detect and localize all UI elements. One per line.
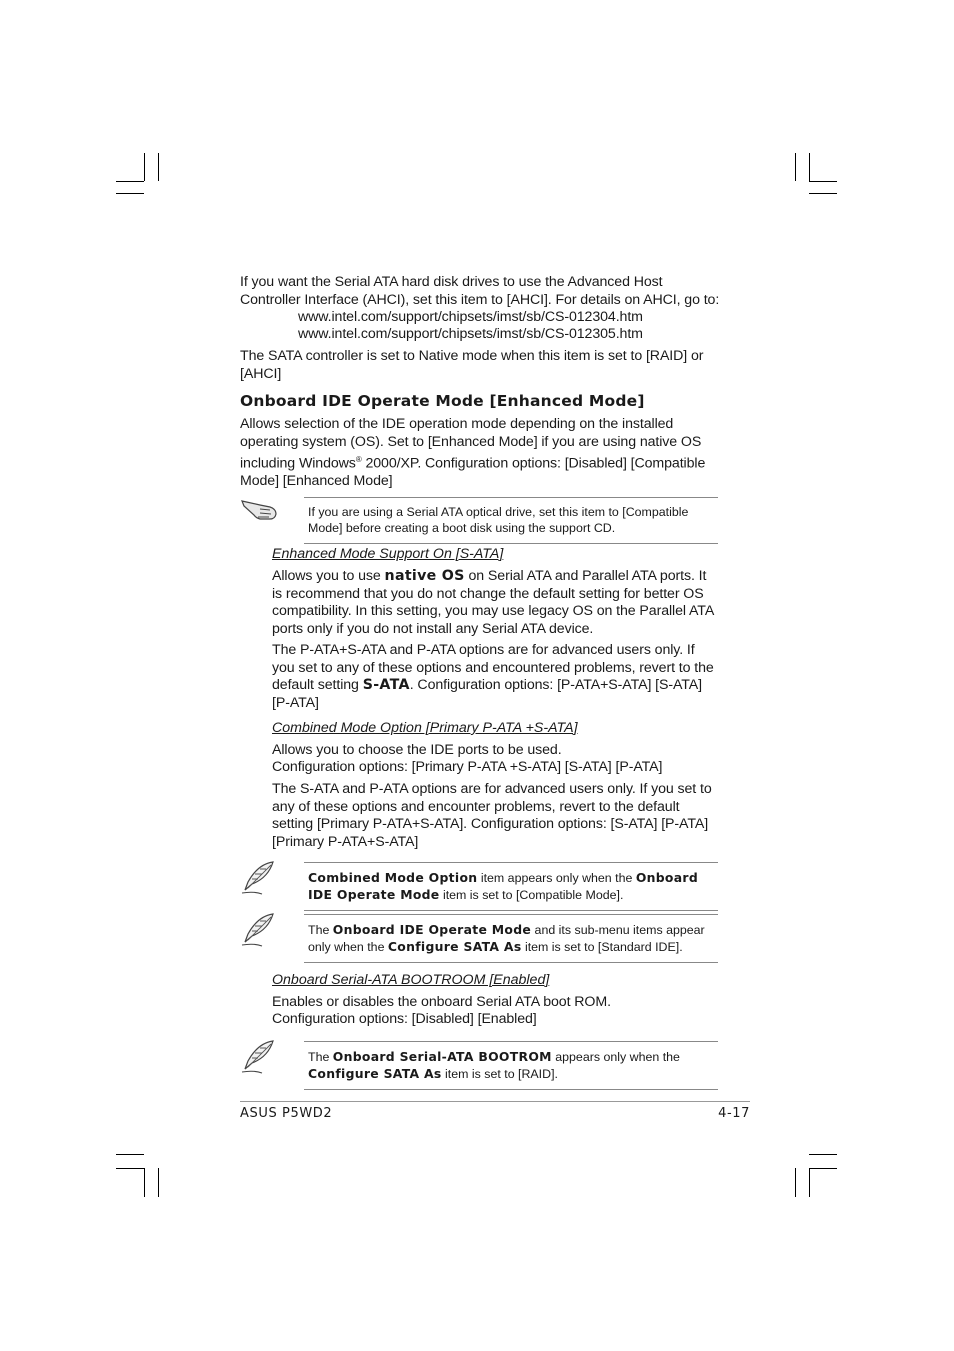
combined-mode-paragraph-2: The S-ATA and P-ATA options are for advanced users only. If you set to any of these options and encounter problems, revert to the default setting [Primary P-ATA+S-ATA]. Configuration options: [S-ATA] [P-ATA] [Primary P-ATA+S-ATA] [272, 781, 712, 850]
bootrom-title: Onboard Serial-ATA BOOTROOM [Enabled] [272, 972, 550, 988]
hand-pointer-icon [240, 497, 280, 530]
sata-native-paragraph: The SATA controller is set to Native mode when this item is set to [RAID] or [AHCI] [240, 348, 704, 382]
feather-pen-icon [240, 1039, 276, 1080]
page-footer [240, 1101, 750, 1121]
ide-mode-description: Allows selection of the IDE operation mode depending on the installed operating system (OS). Set to [Enhanced Mode] if you are using native OS including Windows® 2000/XP. Configuration options: [Disabled] [Compatible Mode] [Enhanced Mode] [240, 416, 706, 490]
intel-url-1: www.intel.com/support/chipsets/imst/sb/CS-012304.htm [298, 309, 643, 325]
note-ide-operate-mode [304, 914, 718, 963]
intel-url-2: www.intel.com/support/chipsets/imst/sb/CS-012305.htm [298, 326, 643, 342]
section-heading: Onboard IDE Operate Mode [Enhanced Mode] [240, 392, 645, 410]
bootrom-line-1: Enables or disables the onboard Serial ATA boot ROM. [272, 994, 611, 1010]
page-number: 4-17 [718, 1106, 750, 1121]
enhanced-mode-paragraph-2: The P-ATA+S-ATA and P-ATA options are for advanced users only. If you set to any of these options and encountered problems, revert to the default setting S-ATA. Configuration options: [P-ATA+S-ATA] [S-ATA] [P-ATA] [272, 642, 714, 711]
footer-product-name: ASUS P5WD2 [240, 1106, 333, 1121]
feather-pen-icon [240, 912, 276, 953]
note-text: If you are using a Serial ATA optical drive, set this item to [Compatible Mode] before creating a boot disk using the support CD. [308, 505, 689, 535]
note-text: The Onboard Serial-ATA BOOTROM appears only when the Configure SATA As item is set to [RAID]. [308, 1049, 680, 1081]
note-text: Combined Mode Option item appears only when the Onboard IDE Operate Mode item is set to [Compatible Mode]. [308, 870, 698, 902]
enhanced-mode-title: Enhanced Mode Support On [S-ATA] [272, 546, 504, 562]
note-text: The Onboard IDE Operate Mode and its sub-menu items appear only when the Configure SATA As item is set to [Standard IDE]. [308, 922, 705, 954]
bootrom-line-2: Configuration options: [Disabled] [Enabled] [272, 1011, 537, 1027]
combined-mode-line-2: Configuration options: [Primary P-ATA +S-ATA] [S-ATA] [P-ATA] [272, 759, 663, 775]
combined-mode-title: Combined Mode Option [Primary P-ATA +S-ATA] [272, 720, 578, 736]
combined-mode-line-1: Allows you to choose the IDE ports to be used. [272, 742, 562, 758]
note-bootrom [304, 1041, 718, 1090]
enhanced-mode-paragraph-1: Allows you to use native OS on Serial ATA and Parallel ATA ports. It is recommend that you do not change the default setting for better OS compatibility. In this setting, you may use legacy OS on the Parallel ATA ports only if you do not install any Serial ATA device. [272, 568, 714, 637]
note-compatible-mode [304, 497, 718, 544]
note-combined-mode [304, 862, 718, 911]
intro-paragraph: If you want the Serial ATA hard disk drives to use the Advanced Host Controller Interface (AHCI), set this item to [AHCI]. For details on AHCI, go to: [240, 274, 720, 308]
feather-pen-icon [240, 860, 276, 901]
